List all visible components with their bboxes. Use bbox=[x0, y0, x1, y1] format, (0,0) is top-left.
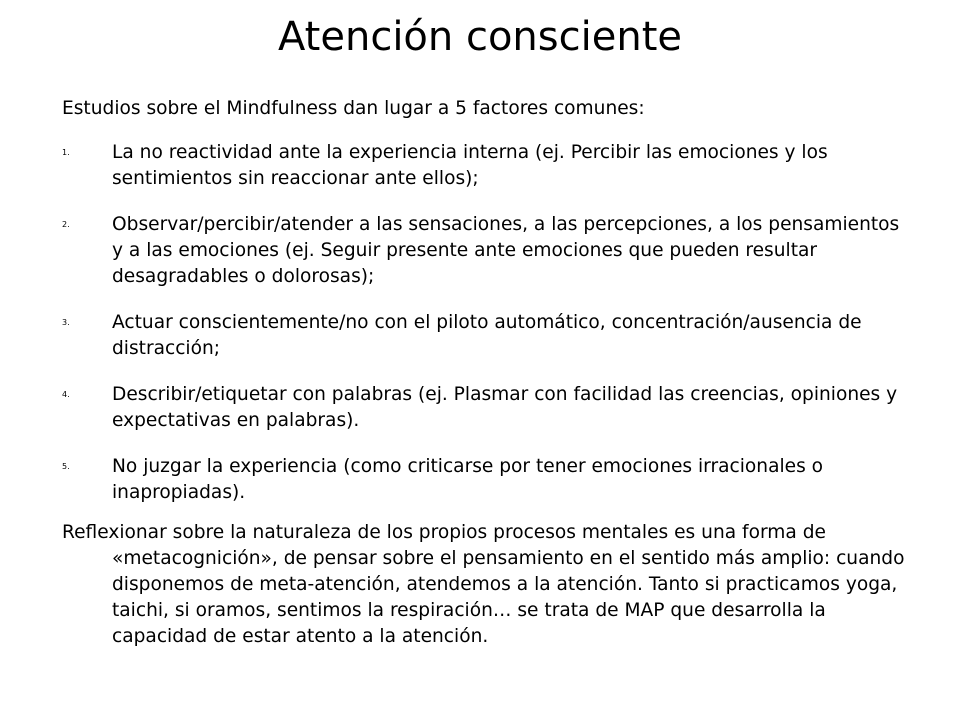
list-item bbox=[62, 310, 912, 362]
list-item-number: 5. bbox=[62, 462, 70, 471]
list-item bbox=[62, 382, 912, 434]
list-item-number: 4. bbox=[62, 390, 70, 399]
list-item-text: Describir/etiquetar con palabras (ej. Plasmar con facilidad las creencias, opiniones y expectativas en palabras). bbox=[112, 384, 898, 431]
list-item-number: 3. bbox=[62, 318, 70, 327]
closing-paragraph: Reflexionar sobre la naturaleza de los propios procesos mentales es una forma de «metacognición», de pensar sobre el pensamiento en el sentido más amplio: cuando disponemos de meta-atención, atendemos a la atención. Tanto si practicamos yoga, taichi, si oramos, sentimos la respiración… se trata de MAP que desarrolla la capacidad de estar atento a la atención. bbox=[62, 522, 905, 647]
list-item-text: No juzgar la experiencia (como criticarse por tener emociones irracionales o inapropiadas). bbox=[112, 456, 824, 503]
list-item-number: 1. bbox=[62, 148, 70, 157]
list-item-text: La no reactividad ante la experiencia interna (ej. Percibir las emociones y los sentimientos sin reaccionar ante ellos); bbox=[112, 142, 828, 189]
factors-list bbox=[62, 140, 912, 506]
list-item-text: Observar/percibir/atender a las sensaciones, a las percepciones, a los pensamientos y a las emociones (ej. Seguir presente ante emociones que pueden resultar desagradables o dolorosas); bbox=[112, 214, 900, 287]
list-item bbox=[62, 140, 912, 192]
list-item-number: 2. bbox=[62, 220, 70, 229]
list-item bbox=[62, 454, 912, 506]
slide-body bbox=[62, 96, 912, 650]
list-item bbox=[62, 212, 912, 290]
list-item-text: Actuar conscientemente/no con el piloto automático, concentración/ausencia de distracción; bbox=[112, 312, 862, 359]
slide-title: Atención consciente bbox=[278, 14, 682, 60]
intro-paragraph: Estudios sobre el Mindfulness dan lugar a 5 factores comunes: bbox=[62, 98, 645, 119]
